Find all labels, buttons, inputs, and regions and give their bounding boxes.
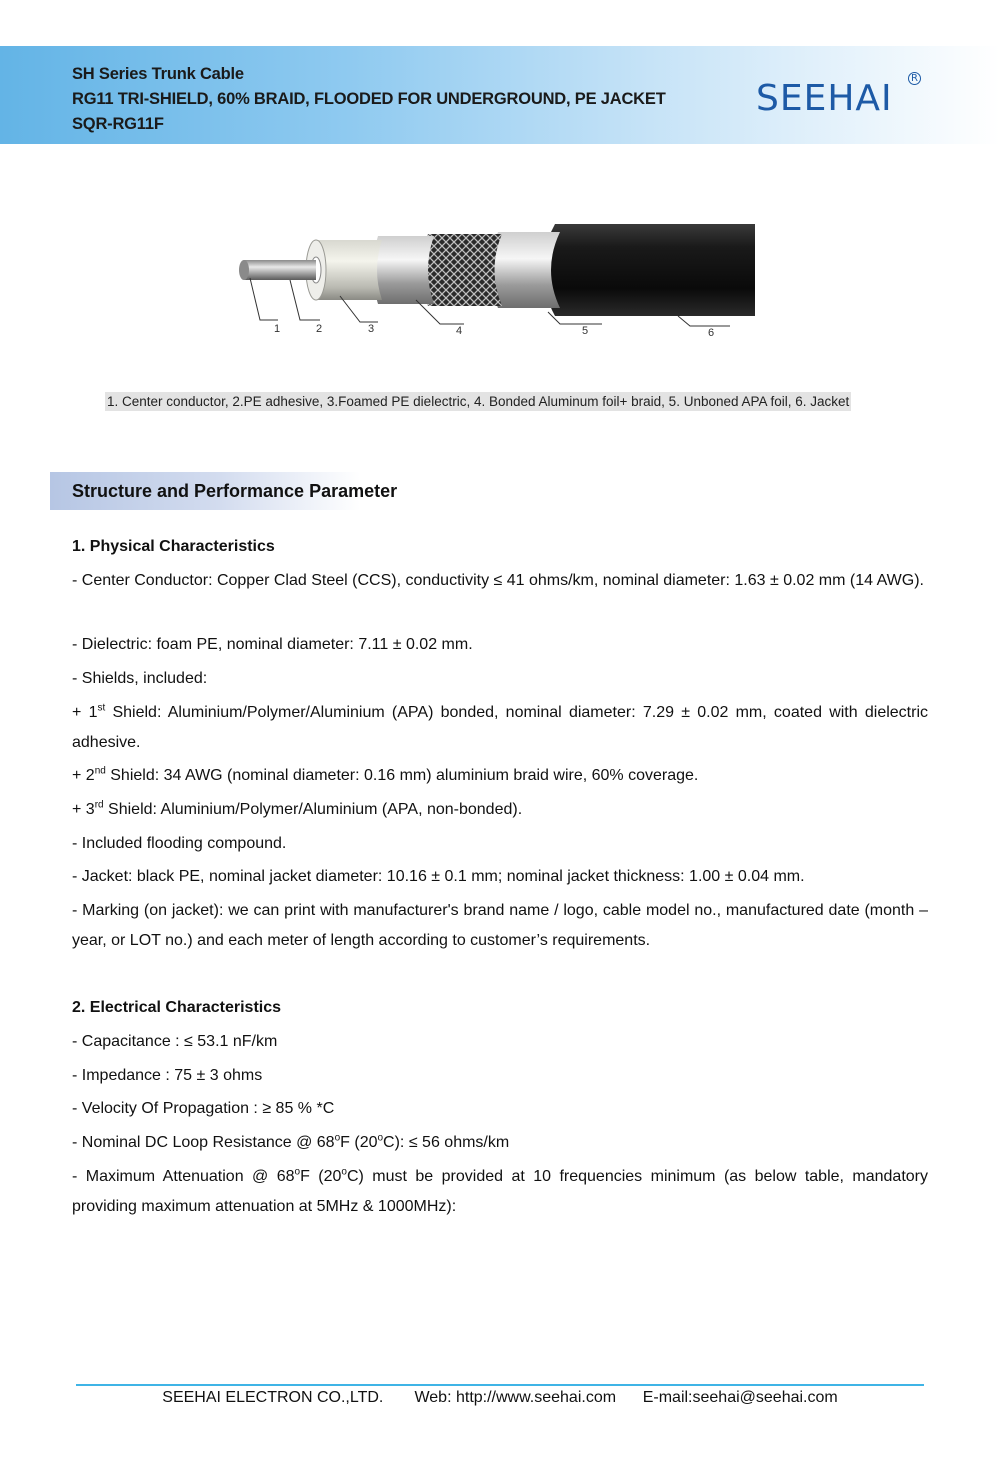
product-title: RG11 TRI-SHIELD, 60% BRAID, FLOODED FOR UNDERGROUND, PE JACKET: [72, 90, 666, 108]
figure-label-3: 3: [368, 323, 375, 335]
figure-label-1: 1: [274, 323, 281, 335]
footer-web[interactable]: Web: http://www.seehai.com: [414, 1389, 617, 1406]
spec-attenuation: - Maximum Attenuation @ 68$^o$F (20$^o$C) must be provided at 10 frequencies minimum (as below table, mandatory providing maximum attenuation at 5MHz & 1000MHz):: [72, 1166, 929, 1215]
spec-shields: - Shields, included:: [72, 670, 208, 687]
spec-capacitance: - Capacitance : ≤ 53.1 nF/km: [72, 1033, 278, 1050]
figure-label-4: 4: [456, 325, 463, 337]
figure-label-2: 2: [316, 323, 323, 335]
spec-dc-resistance: - Nominal DC Loop Resistance @ 68$^o$F $(20^oC)$: ≤ 56 ohms/km: [72, 1132, 510, 1151]
series-title: SH Series Trunk Cable: [72, 65, 244, 83]
spec-flooding: - Included flooding compound.: [72, 835, 287, 852]
spec-velocity: - Velocity Of Propagation : ≥ 85 % *C: [72, 1100, 335, 1117]
physical-heading: 1. Physical Characteristics: [72, 538, 275, 555]
footer-company: SEEHAI ELECTRON CO.,LTD.: [162, 1389, 384, 1406]
footer: [0, 1389, 1000, 1407]
spec-impedance: - Impedance : 75 ± 3 ohms: [72, 1067, 263, 1084]
spec-shield-2: + 2nd Shield: 34 AWG (nominal diameter: 0.16 mm) aluminium braid wire, 60% coverage.: [72, 765, 699, 784]
figure-label-6: 6: [708, 327, 715, 339]
spec-shield-3: + 3rd Shield: Aluminium/Polymer/Aluminium (APA, non-bonded).: [72, 799, 523, 818]
spec-center-conductor: - Center Conductor: Copper Clad Steel (CCS), conductivity ≤ 41 ohms/km, nominal diameter: 1.63 ± 0.02 mm (14 AWG).: [72, 572, 924, 589]
figure-caption: 1. Center conductor, 2.PE adhesive, 3.Foamed PE dielectric, 4. Bonded Aluminum foil+ braid, 5. Unboned APA foil, 6. Jacket: [107, 394, 850, 409]
spec-dielectric: - Dielectric: foam PE, nominal diameter: 7.11 ± 0.02 mm.: [72, 636, 473, 653]
seehai-logo: SEEHAI: [756, 78, 893, 119]
footer-divider: [76, 1384, 924, 1386]
footer-email[interactable]: E-mail:seehai@seehai.com: [642, 1389, 838, 1406]
electrical-heading: 2. Electrical Characteristics: [72, 999, 282, 1016]
product-code: SQR-RG11F: [72, 115, 164, 133]
figure-label-5: 5: [582, 325, 589, 337]
registered-mark-icon: R: [908, 72, 921, 85]
spec-marking: - Marking (on jacket): we can print with manufacturer's brand name / logo, cable model no., manufactured date (month – year, or LOT no.) and each meter of length according to customer’s requirements.: [72, 902, 928, 949]
cable-structure-image: [230, 210, 760, 350]
header-title-block: [72, 62, 666, 137]
spec-shield-1: + 1st Shield: Aluminium/Polymer/Aluminium (APA) bonded, nominal diameter: 7.29 ± 0.02 mm, coated with dielectric adhesive.: [72, 702, 929, 751]
section-title: Structure and Performance Parameter: [72, 481, 398, 501]
spec-jacket: - Jacket: black PE, nominal jacket diameter: 10.16 ± 0.1 mm; nominal jacket thickness: 1.00 ± 0.04 mm.: [72, 868, 805, 885]
